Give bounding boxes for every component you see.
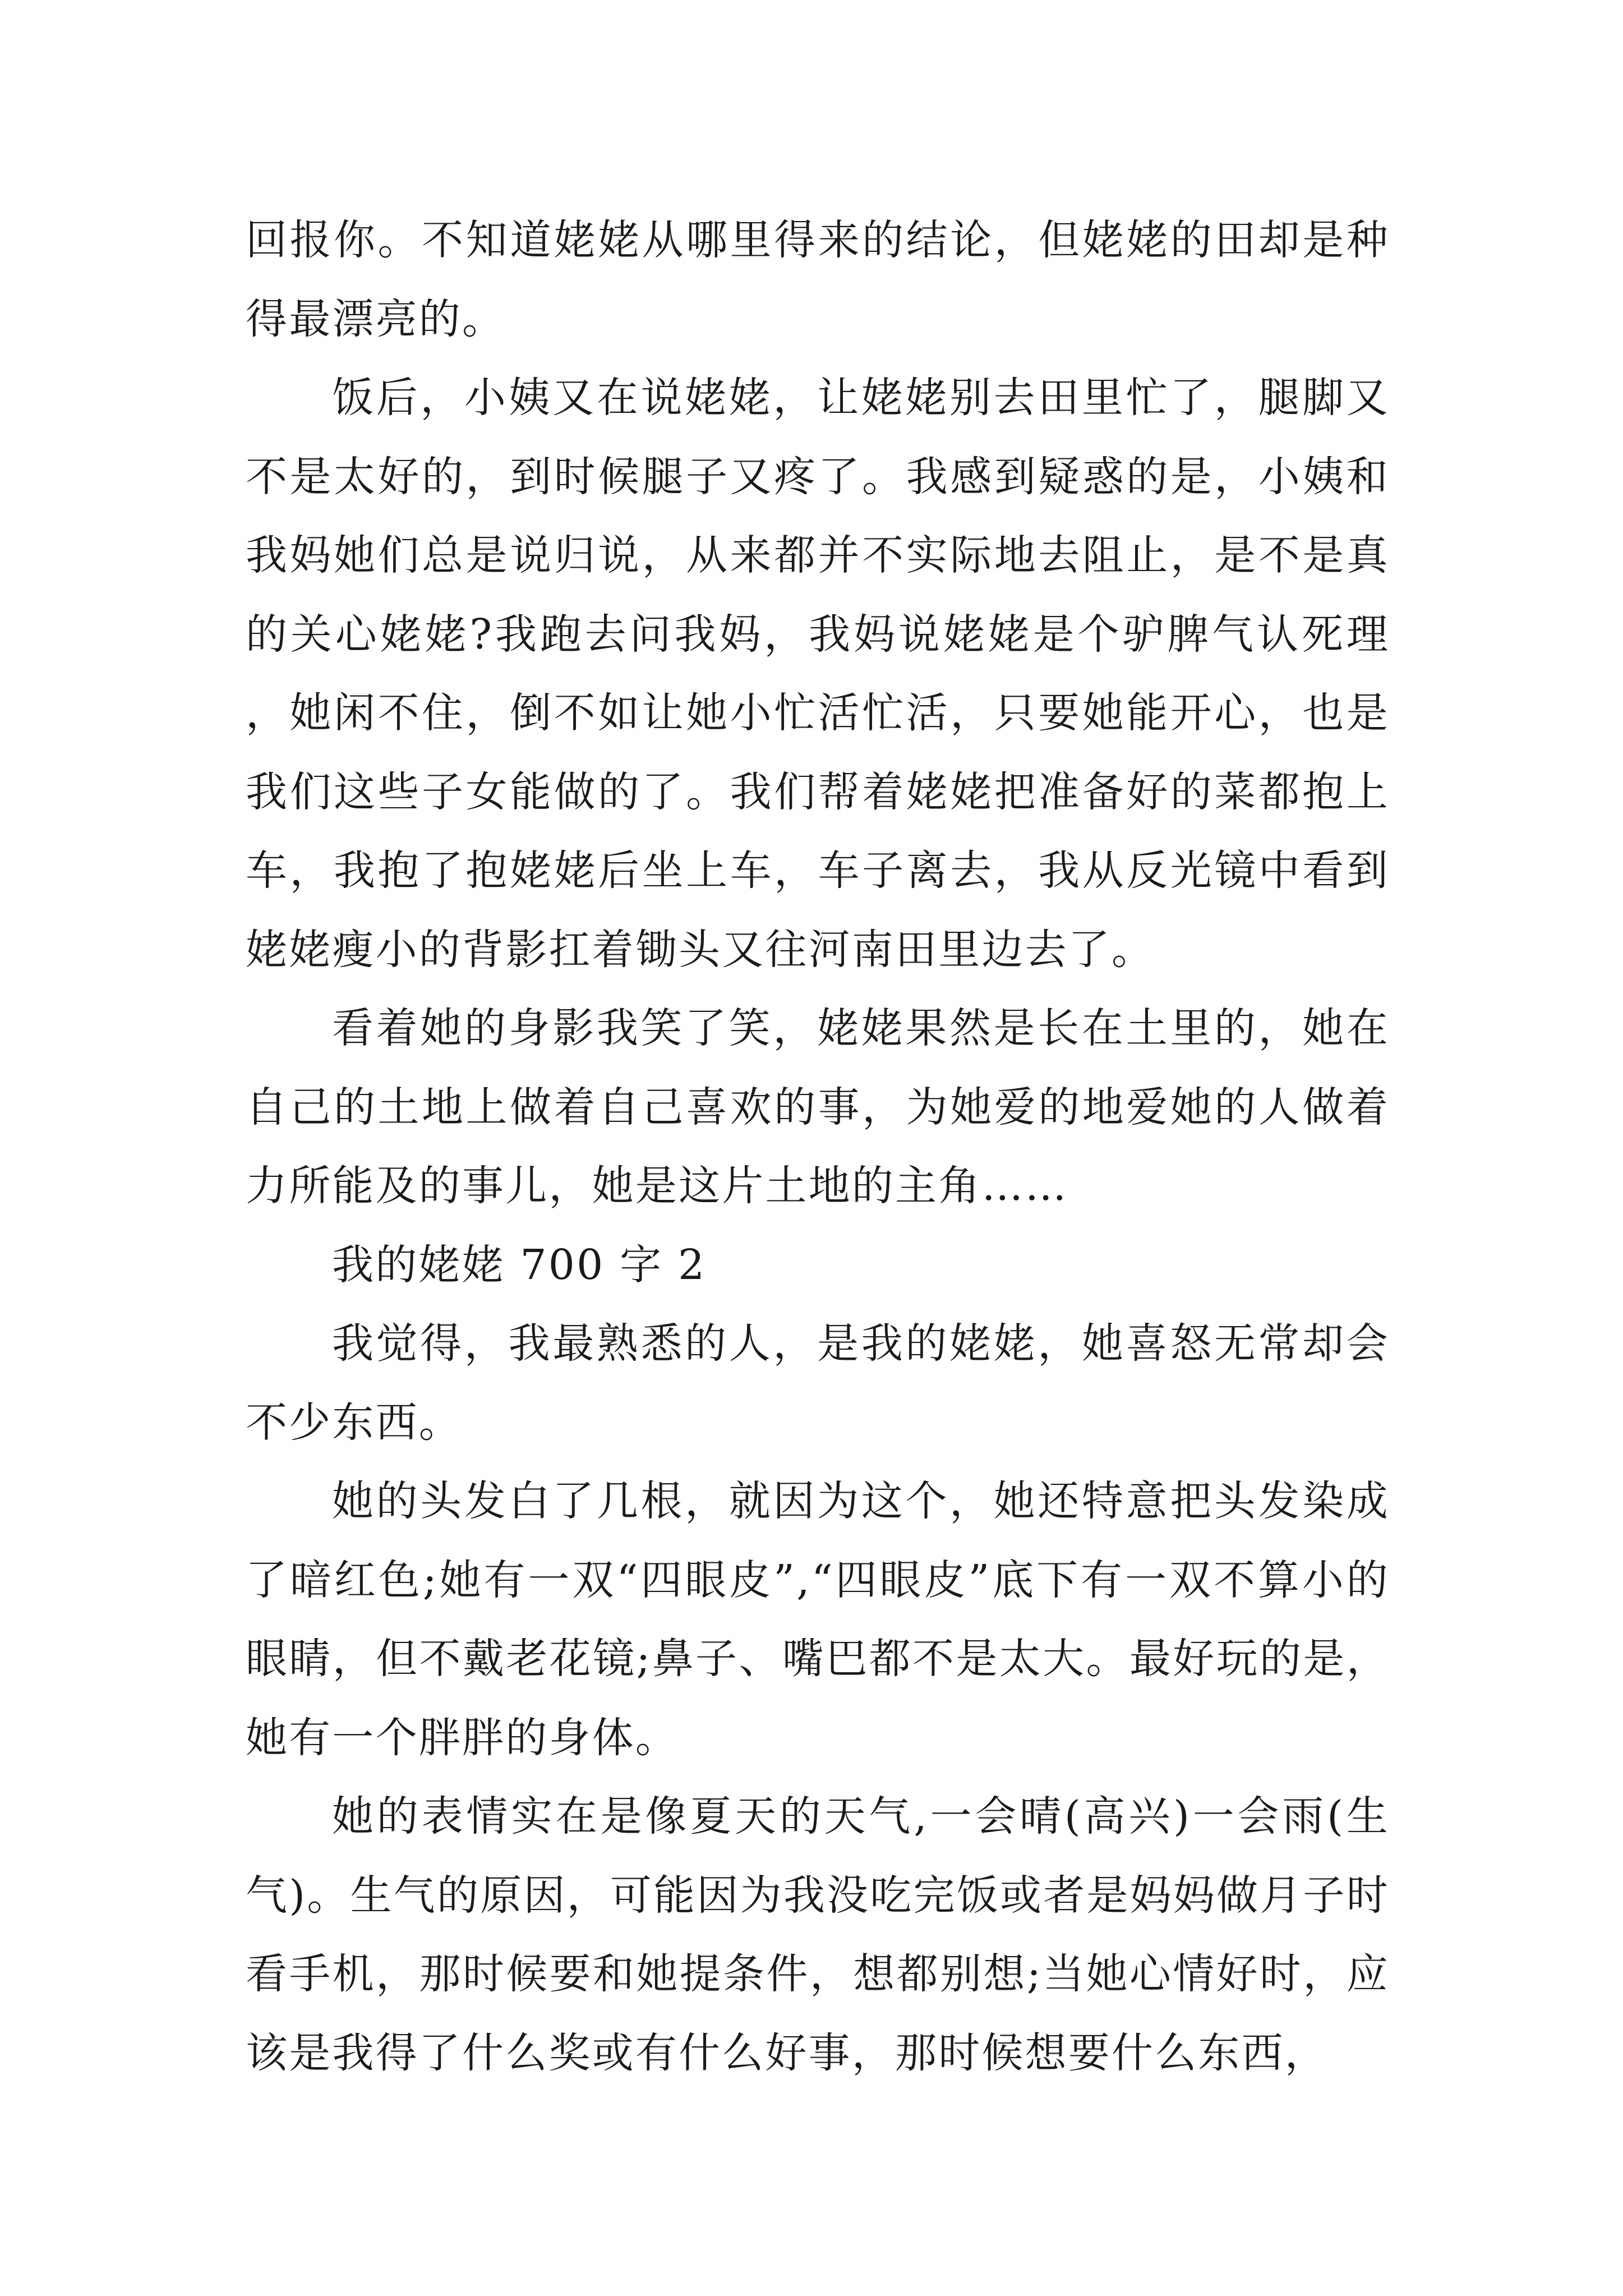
paragraph-most-familiar: 我觉得，我最熟悉的人，是我的姥姥，她喜怒无常却会不少东西。 — [246, 1319, 1390, 1447]
paragraph-continuation: 回报你。不知道姥姥从哪里得来的结论，但姥姥的田却是种得最漂亮的。 — [246, 216, 1390, 343]
paragraph-appearance: 她的头发白了几根，就因为这个，她还特意把头发染成了暗红色;她有一双“四眼皮”,“四眼皮”底下有一双不算小的眼睛，但不戴老花镜;鼻子、嘴巴都不是太大。最好玩的是，她有一个胖胖的身体。 — [246, 1477, 1390, 1762]
paragraph-watching-her: 看着她的身影我笑了笑，姥姥果然是长在土里的，她在自己的土地上做着自己喜欢的事，为她爱的地爱她的人做着力所能及的事儿，她是这片土地的主角…… — [246, 1004, 1390, 1210]
section-title: 我的姥姥 700 字 2 — [332, 1240, 707, 1289]
paragraph-mood: 她的表情实在是像夏天的天气,一会晴(高兴)一会雨(生气)。生气的原因，可能因为我没吃完饭或者是妈妈做月子时看手机，那时候要和她提条件，想都别想;当她心情好时，应该是我得了什么奖或有什么好事，那时候想要什么东西， — [246, 1792, 1390, 2077]
paragraph-after-meal: 饭后，小姨又在说姥姥，让姥姥别去田里忙了，腿脚又不是太好的，到时候腿子又疼了。我感到疑惑的是，小姨和我妈她们总是说归说，从来都并不实际地去阻止，是不是真的关心姥姥?我跑去问我妈，我妈说姥姥是个驴脾气认死理，她闲不住，倒不如让她小忙活忙活，只要她能开心，也是我们这些子女能做的了。我们帮着姥姥把准备好的菜都抱上车，我抱了抱姥姥后坐上车，车子离去，我从反光镜中看到姥姥瘦小的背影扛着锄头又往河南田里边去了。 — [246, 374, 1390, 974]
document-body — [246, 201, 1390, 2092]
